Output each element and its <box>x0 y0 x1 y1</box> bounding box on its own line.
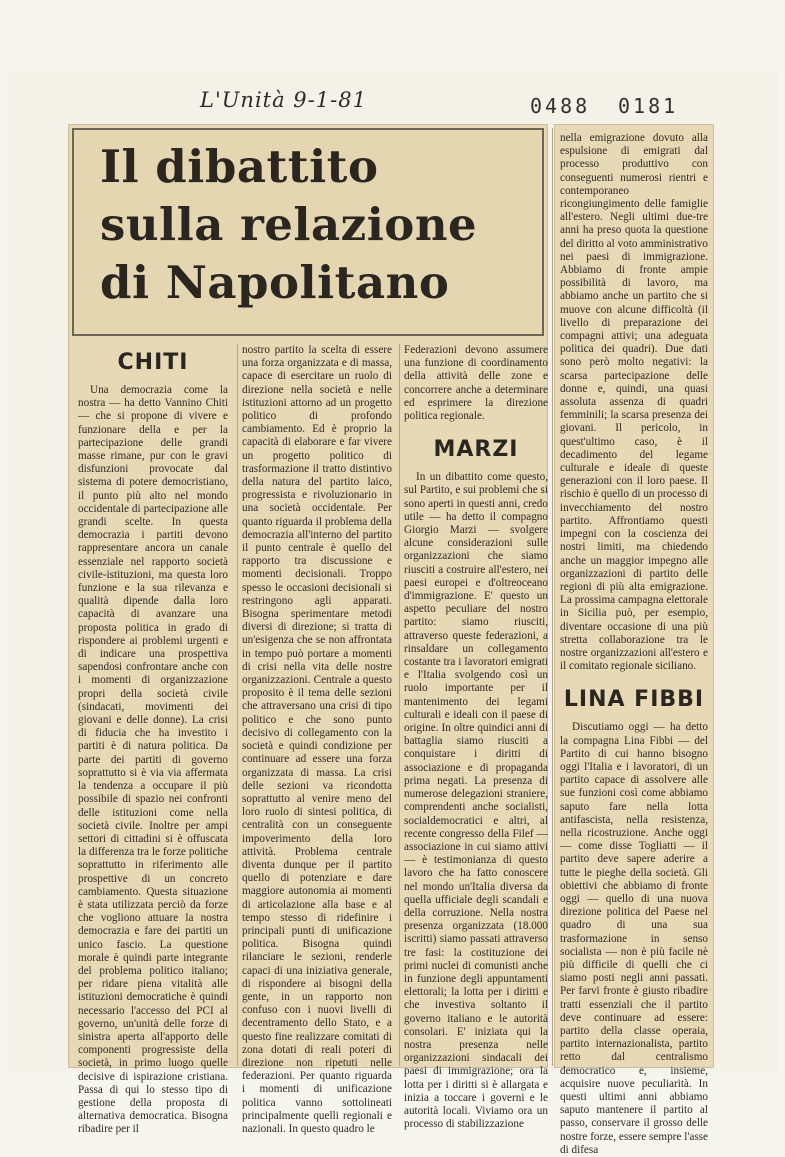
column-rule <box>237 344 238 1066</box>
archive-stamp-number: 0488 <box>530 94 591 118</box>
column-marzi <box>404 344 548 1131</box>
column-chiti <box>78 344 228 1136</box>
archive-stamp-date: 0181 <box>618 94 679 118</box>
handwritten-source-note: L'Unità 9-1-81 <box>200 88 367 112</box>
column-rule <box>399 344 400 1066</box>
title-line-2: sulla relazione <box>100 198 478 251</box>
paragraph-chiti: Una democrazia come la nostra — ha detto Vannino Chiti — che si propone di vivere e funzionare della e per la partecipazione delle grandi masse rimane, pur con le gravi disfunzioni provocate dal sistema di potere democristiano, il punto più alto nel mondo occidentale di partecipazione alle grandi scelte. In questa democrazia i partiti devono rappresentare ancora un canale essenziale nel rapporto società civile-istituzioni, ma questa loro funzione e la sua rilevanza e qualità dipende dalla loro capacità di avanzare una proposta politica in grado di rispondere ai problemi urgenti e di indicare una prospettiva sapendosi confrontare anche con i momenti di organizzazione propri della società civile (sindacati, movimenti dei giovani e delle donne). La crisi di fiducia che ha investito i partiti è di natura politica. Da parte dei partiti di governo soprattutto si è via via affermata la tendenza a occupare il più possibile di spazio nei confronti delle istituzioni come nella società civile. Inoltre per ampi settori di cittadini si è offuscata la differenza tra le forze politiche soprattutto in riferimento alle prospettive di un concreto cambiamento. Questa situazione è stata utilizzata perciò da forze che vogliono attuare la nostra democrazia e fare dei partiti un unico fascio. La questione morale è quindi parte integrante del problema politico italiano; per ridare piena vitalità alle istituzioni democratiche è quindi necessario l'accesso del PCI al governo, un'unità delle forze di sinistra aperta all'apporto delle componenti progressiste della società, in primo luogo quelle decisive di ispirazione cristiana. Passa di qui lo stesso tipo di gestione della proposta di alternativa democratica. Bisogna ribadire per il <box>78 384 228 1136</box>
article-title <box>100 138 530 312</box>
paragraph-federazioni: Federazioni devono assumere una funzione di coordinamento della attività delle zone e concorrere anche a determinare ed esprimere la direzione politica regionale. <box>404 344 548 423</box>
section-heading-lina-fibbi: LINA FIBBI <box>563 687 705 713</box>
headline-box <box>72 128 544 336</box>
title-line-3: di Napolitano <box>100 256 450 309</box>
column-continuation <box>242 344 392 1135</box>
paragraph-fibbi: Discutiamo oggi — ha detto la compagna Lina Fibbi — del Partito di cui hanno bisogno oggi l'Italia e i lavoratori, di un partito capace di assolvere alle sue funzioni così come abbiamo saputo fare nella lotta antifascista, nella resistenza, nella ricostruzione. Anche oggi — come disse Togliatti — il partito deve sapere aderire a tutte le pieghe della società. Gli obiettivi che abbiamo di fronte oggi — quello di una nuova direzione politica del Paese nel quadro di una sua trasformazione in senso socialista — non è più facile nè più difficile di quelli che ci siamo posti negli anni passati. Per farvi fronte è giusto ribadire tratti essenziali che il partito deve continuare ad essere: partito della classe operaia, partito internazionalista, partito retto dal centralismo democratico e, insieme, acquisire nuove peculiarità. In questi ultimi anni abbiamo saputo mantenere il partito al passo, conservare il grosso delle nostre forze, essere sempre l'asse di difesa <box>560 721 708 1156</box>
paragraph-marzi: In un dibattito come questo, sul Partito, e sui problemi che si sono aperti in questi anni, credo utile — ha detto il compagno Giorgio Marzi — svolgere alcune considerazioni sulle organizzazioni che siamo riusciti a costruire all'estero, nei paesi europei e d'oltreoceano d'immigrazione. E' questo un aspetto peculiare del nostro partito: siamo riusciti, attraverso queste federazioni, a rinsaldare un collegamento costante tra i lavoratori emigrati e l'Italia svolgendo così un ruolo importante per il mantenimento dei legami culturali e ideali con il paese di origine. In oltre quindici anni di battaglia siamo riusciti a conquistare i diritti di associazione e di propaganda prima negati. La presenza di numerose delegazioni straniere, comprendenti anche socialisti, socialdemocratici e altri, al recente congresso della Filef — associazione in cui siamo attivi — è testimonianza di questo lavoro che ha fatto conoscere nel mondo un'Italia diversa da quella ufficiale degli scandali e della corruzione. Nella nostra presenza organizzata (18.000 iscritti) siamo passati attraverso tre fasi: la costituzione dei primi nuclei di comunisti anche in funzione degli appuntamenti elettorali; la lotta per i diritti e che investiva soltanto il governo italiano e le autorità consolari. E' iniziata qui la nostra presenza nelle organizzazioni sindacali dei paesi di immigrazione; ora la lotta per i diritti si è allargata e inizia a toccare i governi e le autorità locali. Viviamo ora un processo di stabilizzazione <box>404 471 548 1131</box>
section-heading-chiti: CHITI <box>117 350 189 375</box>
paragraph-emigrazione: nella emigrazione dovuto alla espulsione di emigrati dal processo produttivo con conseguenti numerosi rientri e contemporaneo ricongiungimento delle famiglie all'estero. Negli ultimi due-tre anni ha preso quota la questione del diritto al voto amministrativo nei paesi di immigrazione. Abbiamo di fronte ampie possibilità di lavoro, ma abbiamo anche un partito che si muove con alcune difficoltà (il livello di preparazione dei compagni attivi; una adeguata politica dei quadri). Due dati sono però molto negativi: la scarsa partecipazione delle donne e, quindi, una quasi assoluta assenza di quadri femminili; la scarsa presenza dei giovani. Il pericolo, in quest'ultimo caso, è il decadimento del legame culturale e ideale di queste generazioni con il loro paese. Il rischio è quello di un processo di invecchiamento del nostro partito. Affrontiamo questi impegni con la coscienza dei nostri limiti, ma chiedendo anche un maggior impegno alle organizzazioni di partito delle regioni di più alta emigrazione. La prossima campagna elettorale in Sicilia può, per esempio, diventare occasione di una più stretta collaborazione tra le nostre organizzazioni all'estero e il comitato regionale siciliano. <box>560 132 708 673</box>
title-line-1: Il dibattito <box>100 140 379 193</box>
column-fibbi <box>560 132 708 1156</box>
section-heading-marzi: MARZI <box>433 437 519 463</box>
paragraph-continuation: nostro partito la scelta di essere una forza organizzata e di massa, capace di esercitare un ruolo di direzione nella società e nelle istituzioni attorno ad un progetto politico di profondo cambiamento. Ed è proprio la capacità di elaborare e far vivere un progetto politico di trasformazione il tratto distintivo della natura del partito laico, progressista e rivoluzionario in una società occidentale. Per quanto riguarda il problema della democrazia all'interno del partito il punto centrale è quello del rapporto tra discussione e momenti decisionali. Troppo spesso le occasioni decisionali si restringono agli apparati. Bisogna sperimentare metodi diversi di direzione; si tratta di un'esigenza che se non affrontata in tempo può portare a momenti di crisi nella vita delle nostre organizzazioni. Centrale a questo proposito è il tema delle sezioni che attraversano una crisi di tipo politico e che sono punto decisivo di collegamento con la società e quindi condizione per continuare ad essere una forza organizzata di massa. La crisi delle sezioni va ricondotta soprattutto al venire meno del loro ruolo di sintesi politica, di centralità con un conseguente impoverimento della loro attività. Problema centrale diventa dunque per il partito quello di potenziare e dare maggiore autonomia ai momenti di articolazione alla base e al tempo stesso di ridefinire i principali punti di unificazione politica. Bisogna quindi rilanciare le sezioni, renderle capaci di una iniziativa generale, di rispondere ai bisogni della gente, in un rapporto non confuso con i nuovi livelli di decentramento dello Stato, e a questo fine realizzare comitati di zona dotati di reali poteri di direzione non ripetuti nelle federazioni. Per quanto riguarda i momenti di unificazione politica vanno sottolineati principalmente quelli regionali e nazionali. In questo quadro le <box>242 344 392 1135</box>
column-rule <box>552 128 553 1066</box>
